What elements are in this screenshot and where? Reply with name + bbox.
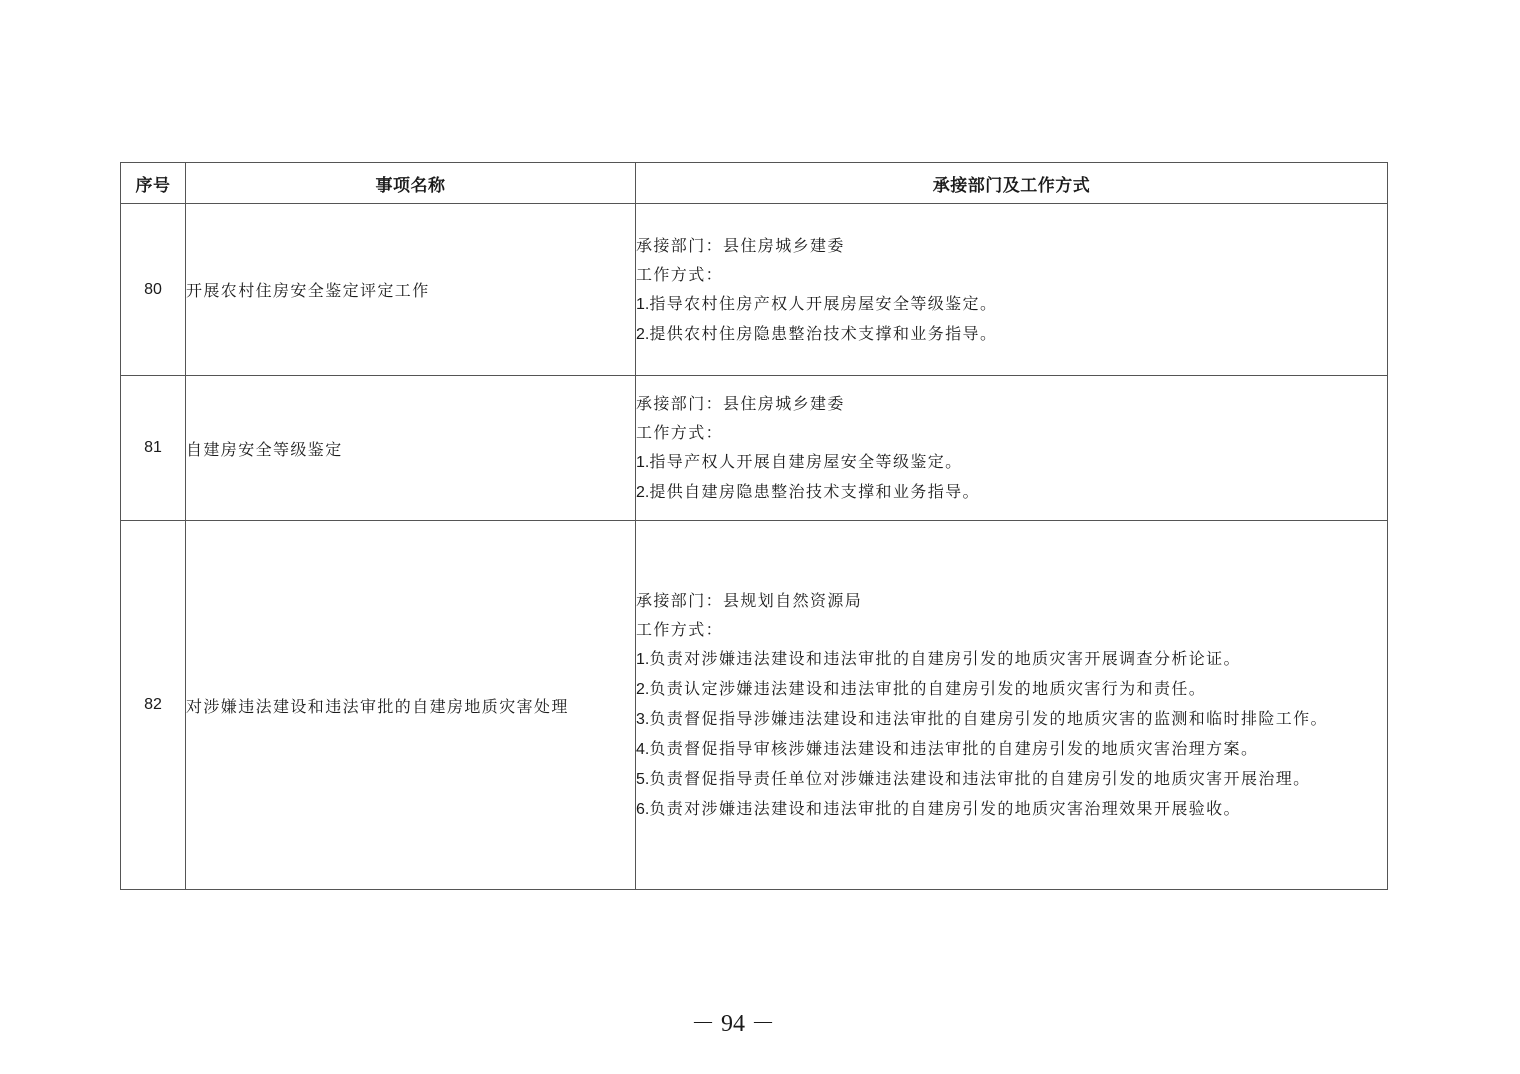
row-serial-number: 80 bbox=[121, 204, 186, 376]
item-number: 5. bbox=[636, 771, 650, 788]
method-item bbox=[636, 477, 1387, 507]
header-item-name: 事项名称 bbox=[186, 163, 636, 204]
row-item-name: 开展农村住房安全鉴定评定工作 bbox=[186, 204, 636, 376]
item-text: 负责认定涉嫌违法建设和违法审批的自建房引发的地质灾害行为和责任。 bbox=[649, 679, 1207, 698]
item-number: 1. bbox=[636, 454, 650, 471]
item-number: 6. bbox=[636, 801, 650, 818]
method-item bbox=[636, 704, 1387, 734]
item-text: 提供农村住房隐患整治技术支撑和业务指导。 bbox=[649, 323, 998, 343]
item-text: 负责对涉嫌违法建设和违法审批的自建房引发的地质灾害治理效果开展验收。 bbox=[649, 799, 1241, 818]
row-item-name: 自建房安全等级鉴定 bbox=[186, 376, 636, 521]
method-item bbox=[636, 289, 1387, 319]
item-text: 负责对涉嫌违法建设和违法审批的自建房引发的地质灾害开展调查分析论证。 bbox=[649, 649, 1241, 668]
method-item bbox=[636, 734, 1387, 764]
responsibility-table bbox=[120, 162, 1388, 890]
table-row bbox=[121, 204, 1388, 376]
method-label: 工作方式： bbox=[636, 620, 724, 639]
header-serial-number: 序号 bbox=[121, 163, 186, 204]
row-item-name: 对涉嫌违法建设和违法审批的自建房地质灾害处理 bbox=[186, 521, 636, 890]
page-number: － 94 － bbox=[691, 1011, 775, 1037]
method-label: 工作方式： bbox=[636, 264, 724, 284]
table-row bbox=[121, 521, 1388, 890]
item-number: 2. bbox=[636, 681, 650, 698]
item-text: 负责督促指导责任单位对涉嫌违法建设和违法审批的自建房引发的地质灾害开展治理。 bbox=[649, 769, 1311, 788]
department-line: 承接部门：县规划自然资源局 bbox=[636, 591, 863, 610]
table-header-row bbox=[121, 163, 1388, 204]
item-number: 2. bbox=[636, 325, 650, 343]
method-item bbox=[636, 764, 1387, 794]
header-department-method: 承接部门及工作方式 bbox=[636, 163, 1388, 204]
method-item bbox=[636, 644, 1387, 674]
item-number: 4. bbox=[636, 741, 650, 758]
department-line: 承接部门：县住房城乡建委 bbox=[636, 235, 845, 255]
row-serial-number: 82 bbox=[121, 521, 186, 890]
item-text: 负责督促指导涉嫌违法建设和违法审批的自建房引发的地质灾害的监测和临时排险工作。 bbox=[649, 709, 1328, 728]
department-line: 承接部门：县住房城乡建委 bbox=[636, 394, 845, 413]
item-number: 2. bbox=[636, 484, 650, 501]
method-item bbox=[636, 447, 1387, 477]
row-department-method bbox=[636, 521, 1388, 890]
item-number: 1. bbox=[636, 651, 650, 668]
method-item bbox=[636, 319, 1387, 349]
item-text: 负责督促指导审核涉嫌违法建设和违法审批的自建房引发的地质灾害治理方案。 bbox=[649, 739, 1259, 758]
method-label: 工作方式： bbox=[636, 423, 724, 442]
table-row bbox=[121, 376, 1388, 521]
item-text: 指导农村住房产权人开展房屋安全等级鉴定。 bbox=[649, 293, 998, 313]
item-number: 1. bbox=[636, 295, 650, 313]
item-text: 提供自建房隐患整治技术支撑和业务指导。 bbox=[649, 482, 980, 501]
row-department-method bbox=[636, 204, 1388, 376]
method-item bbox=[636, 794, 1387, 824]
row-serial-number: 81 bbox=[121, 376, 186, 521]
item-text: 指导产权人开展自建房屋安全等级鉴定。 bbox=[649, 452, 963, 471]
row-department-method bbox=[636, 376, 1388, 521]
method-item bbox=[636, 674, 1387, 704]
item-number: 3. bbox=[636, 711, 650, 728]
